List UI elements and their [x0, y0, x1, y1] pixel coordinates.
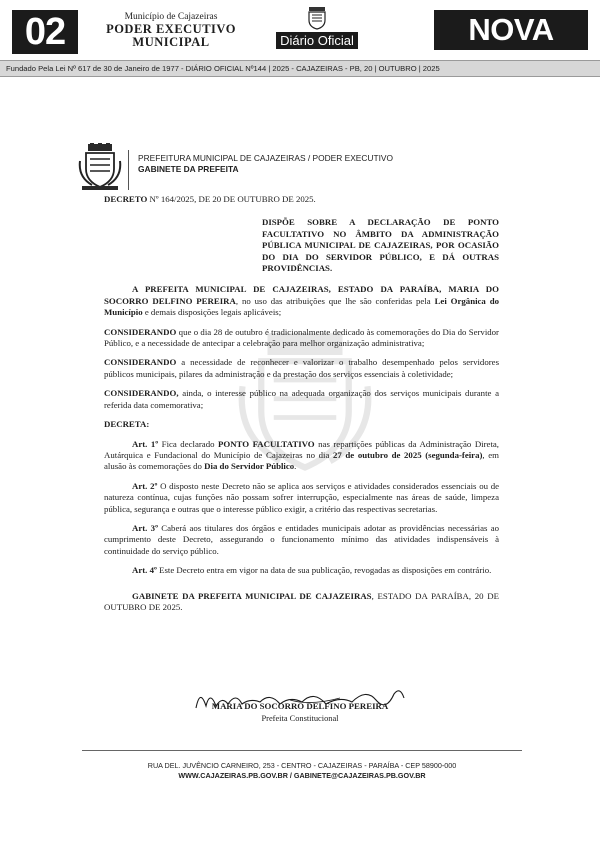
info-bar-text: Fundado Pela Lei Nº 617 de 30 de Janeiro de 1977 - DIÁRIO OFICIAL Nº144 | 2025 - CAJAZEIRAS - PB, 20 | OUTUBRO | 2025 — [6, 64, 440, 73]
preamble-text: , no uso das atribuições que lhe são conferidas pela — [235, 295, 435, 306]
info-bar — [0, 60, 600, 77]
letterhead-divider — [128, 150, 129, 190]
letterhead-line2: GABINETE DA PREFEITA — [138, 164, 239, 174]
article-4 — [104, 565, 499, 576]
signatory-name: MARIA DO SOCORRO DELFINO PEREIRA — [211, 701, 389, 711]
considerando-text: a necessidade de reconhecer e valorizar o trabalho desempenhado pelos servidores públicos municipais, pilares da administração e da prestação dos serviços essenciais à coletividade; — [104, 357, 499, 379]
coat-of-arms-icon — [306, 6, 328, 30]
footer-contacts: WWW.CAJAZEIRAS.PB.GOV.BR / GABINETE@CAJAZEIRAS.PB.GOV.BR — [178, 771, 426, 780]
article-2 — [104, 481, 499, 515]
closing-office: GABINETE DA PREFEITA MUNICIPAL DE CAJAZEIRAS — [132, 590, 372, 601]
footer — [82, 761, 522, 781]
footer-address: RUA DEL. JUVÊNCIO CARNEIRO, 253 - CENTRO - CAJAZEIRAS - PARAÍBA - CEP 58900-000 — [147, 761, 457, 770]
decree-preamble — [104, 284, 499, 318]
signatory-role: Prefeita Constitucional — [261, 714, 339, 723]
signature-block — [180, 684, 420, 734]
considerando-text: que o dia 28 de outubro é tradicionalmente dedicado às comemorações do Dia do Servidor Público, e a necessidade de antecipar a celebração para melhor organização administrativa; — [104, 326, 499, 349]
article-text: Fica declarado — [158, 438, 218, 449]
decree-title — [104, 194, 499, 205]
city-coat-of-arms-icon — [78, 143, 122, 191]
considerando-text: ainda, o interesse público na adequada organização dos serviços municipais durante a referida data comemorativa; — [104, 388, 499, 410]
article-label: Art. 4º — [132, 565, 157, 576]
article-text: nas repartições públicas da Administração Direta, Autárquica e Fundacional do Município de Cajazeiras no dia — [104, 438, 499, 460]
article-text: . — [294, 461, 297, 472]
decree-ementa: DISPÕE SOBRE A DECLARAÇÃO DE PONTO FACULTATIVO NO ÂMBITO DA ADMINISTRAÇÃO PÚBLICA MUNICIPAL DE CAJAZEIRAS, POR OCASIÃO DO DIA DO SERVIDOR PÚBLICO, E DÁ OUTRAS PROVIDÊNCIAS. — [262, 217, 499, 274]
article-text: Este Decreto entra em vigor na data de sua publicação, revogadas as disposições em contrário. — [156, 565, 492, 576]
considerando-2 — [104, 357, 499, 380]
letterhead — [138, 153, 393, 175]
article-label: Art. 3º — [132, 522, 158, 533]
masthead — [0, 0, 600, 62]
letterhead-line1: PREFEITURA MUNICIPAL DE CAJAZEIRAS / PODER EXECUTIVO — [138, 153, 394, 163]
preamble-authority: A PREFEITA MUNICIPAL DE CAJAZEIRAS, ESTADO DA PARAÍBA, MARIA DO SOCORRO DELFINO PEREIRA — [104, 284, 499, 306]
decree-title-number: Nº 164/2025, DE 20 DE OUTUBRO DE 2025. — [147, 194, 316, 204]
article-text: Caberá aos titulares dos órgãos e entidades municipais adotar as providências necessárias ao cumprimento deste Decreto, assegurando o funcionamento mínimo das atividades indispensáveis à continuidade do serviço público. — [104, 522, 499, 556]
article-emphasis: PONTO FACULTATIVO — [217, 438, 315, 449]
article-label: Art. 1º — [132, 438, 159, 449]
decree-title-label: DECRETO — [104, 194, 148, 204]
considerando-label: CONSIDERANDO — [104, 326, 177, 337]
article-1 — [104, 439, 499, 473]
considerando-label: CONSIDERANDO — [104, 357, 177, 368]
decree-body — [104, 194, 499, 622]
article-date: 27 de outubro de 2025 (segunda-feira) — [333, 449, 483, 460]
considerando-label: CONSIDERANDO, — [104, 388, 179, 399]
article-3 — [104, 523, 499, 557]
considerando-1 — [104, 327, 499, 350]
decreta-heading: DECRETA: — [104, 419, 150, 430]
considerando-3 — [104, 388, 499, 411]
power-scope-label: MUNICIPAL — [132, 35, 210, 49]
newspaper-name: NOVA — [434, 10, 588, 50]
diario-oficial-label: Diário Oficial — [276, 32, 358, 49]
power-label: PODER EXECUTIVO — [106, 22, 236, 36]
publisher-block — [86, 12, 256, 49]
decree-closing — [104, 591, 499, 614]
closing-place-date: , ESTADO DA PARAÍBA, 20 DE OUTUBRO DE 2025. — [104, 590, 499, 612]
preamble-law: Lei Orgânica do Município — [104, 295, 499, 318]
article-text: , em alusão às comemorações do — [104, 449, 499, 472]
article-emphasis: Dia do Servidor Público — [204, 461, 295, 472]
municipality-label: Município de Cajazeiras — [124, 12, 218, 22]
diario-oficial-logo — [270, 6, 364, 54]
preamble-end: e demais disposições legais aplicáveis; — [142, 307, 282, 318]
edition-number: 02 — [12, 10, 78, 54]
article-text: O disposto neste Decreto não se aplica aos serviços e atividades considerados essenciais ou de natureza contínua, cujas funções não possam sofrer interrupção, especialmente nas áreas de saúde, limpeza pública, segurança e outras que o interesse público exigir, a critério das respectivas secretarias. — [104, 480, 500, 514]
footer-divider — [82, 750, 522, 751]
article-label: Art. 2º — [132, 480, 158, 491]
